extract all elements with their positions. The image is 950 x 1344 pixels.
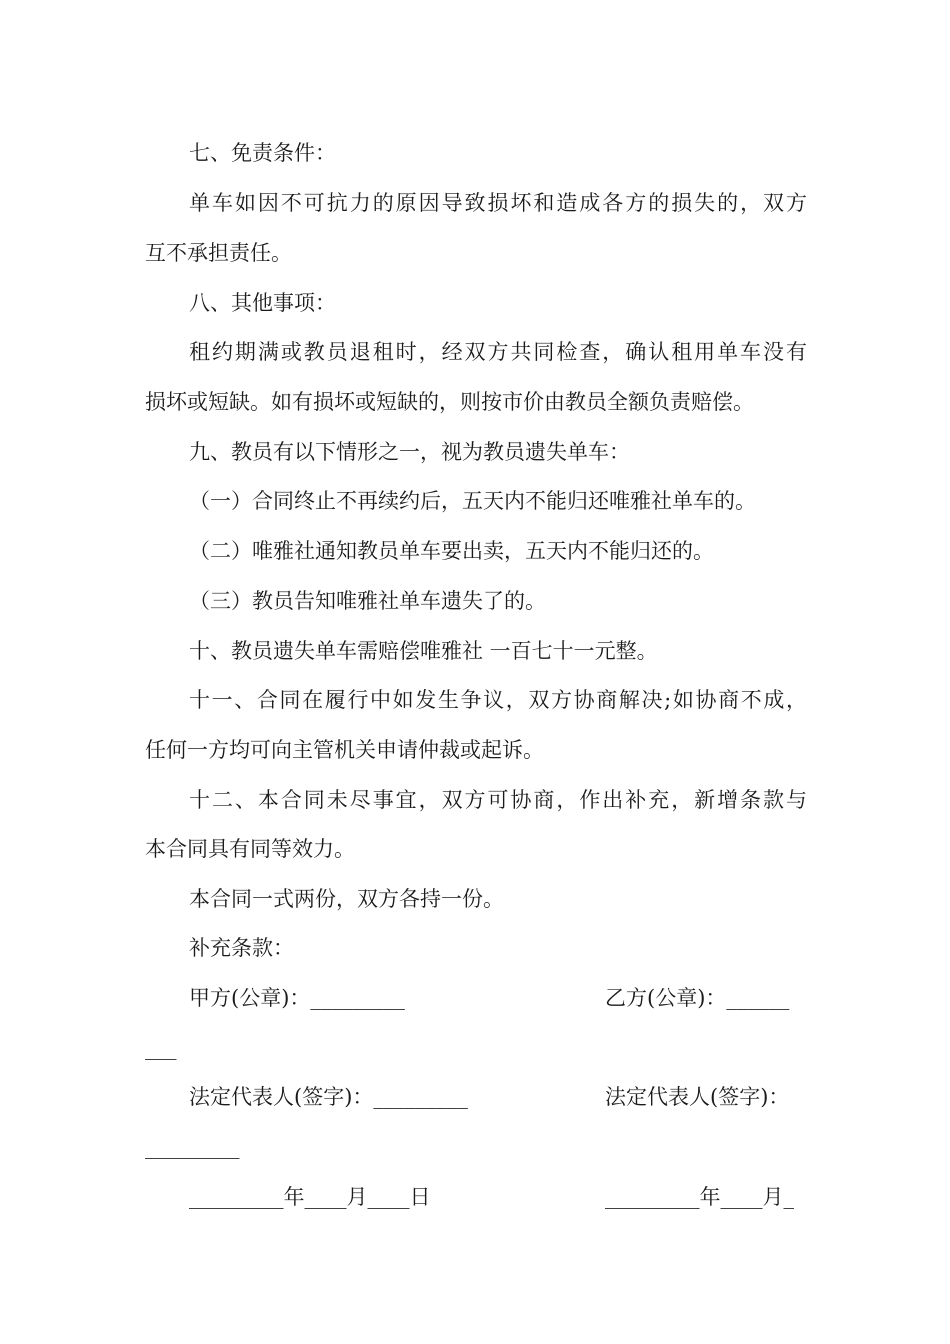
section-8-body-line-2: 损坏或短缺。如有损坏或短缺的，则按市价由教员全额负责赔偿。 xyxy=(145,390,754,414)
party-b-representative: 法定代表人(签字)： xyxy=(605,1085,790,1109)
section-9-item-3: （三）教员告知唯雅社单车遗失了的。 xyxy=(189,589,546,613)
section-10: 十、教员遗失单车需赔偿唯雅社 一百七十一元整。 xyxy=(189,639,658,663)
section-7-body-line-2: 互不承担责任。 xyxy=(145,241,292,265)
section-12-line-1: 十二、本合同未尽事宜，双方可协商，作出补充，新增条款与 xyxy=(189,788,807,812)
section-11-line-2: 任何一方均可向主管机关申请仲裁或起诉。 xyxy=(145,738,544,762)
section-7-heading: 七、免责条件： xyxy=(189,141,336,165)
section-9-heading: 九、教员有以下情形之一，视为教员遗失单车： xyxy=(189,440,630,464)
supplementary-clause-heading: 补充条款： xyxy=(189,936,294,960)
section-8-heading: 八、其他事项： xyxy=(189,291,336,315)
party-b-seal: 乙方(公章)：______ xyxy=(605,986,790,1010)
party-b-seal-continued: ___ xyxy=(145,1036,177,1060)
party-a-date: _________年____月____日 xyxy=(189,1185,431,1209)
section-9-item-2: （二）唯雅社通知教员单车要出卖，五天内不能归还的。 xyxy=(189,539,714,563)
section-12-line-2: 本合同具有同等效力。 xyxy=(145,837,355,861)
section-7-body-line-1: 单车如因不可抗力的原因导致损坏和造成各方的损失的，双方 xyxy=(189,191,807,215)
section-8-body-line-1: 租约期满或教员退租时，经双方共同检查，确认租用单车没有 xyxy=(189,340,807,364)
party-a-seal: 甲方(公章)：_________ xyxy=(189,986,405,1010)
section-11-line-1: 十一、合同在履行中如发生争议，双方协商解决;如协商不成， xyxy=(189,688,807,712)
party-b-date: _________年____月_ xyxy=(605,1185,794,1209)
copies-clause: 本合同一式两份，双方各持一份。 xyxy=(189,887,504,911)
party-a-representative: 法定代表人(签字)：_________ xyxy=(189,1085,468,1109)
section-9-item-1: （一）合同终止不再续约后，五天内不能归还唯雅社单车的。 xyxy=(189,489,756,513)
party-b-representative-continued: _________ xyxy=(145,1135,240,1159)
